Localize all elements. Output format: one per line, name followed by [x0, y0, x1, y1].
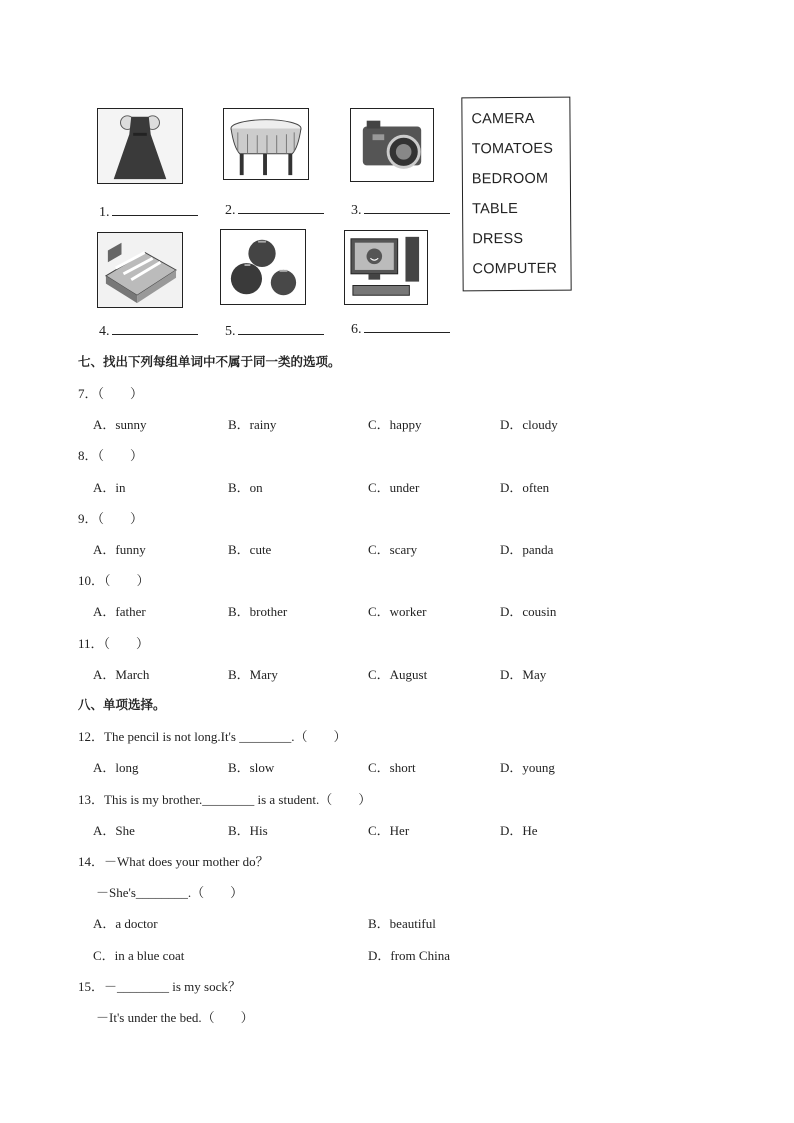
question-9: 9．（ ） — [78, 511, 144, 526]
camera-icon — [351, 109, 433, 181]
q13-option-c[interactable]: C．Her — [368, 823, 410, 838]
q9-option-a[interactable]: A．funny — [93, 542, 146, 557]
q14-option-c[interactable]: C．in a blue coat — [93, 948, 185, 963]
picture-computer — [344, 230, 428, 305]
picture-table — [223, 108, 309, 180]
word-tomatoes: TOMATOES — [471, 140, 554, 158]
picture-camera — [350, 108, 434, 182]
word-dress: DRESS — [472, 230, 524, 248]
picture-tomatoes — [220, 229, 306, 305]
q7-option-d[interactable]: D．cloudy — [500, 417, 558, 432]
question-14: 14．－What does your mother do？ — [78, 854, 269, 869]
question-12: 12．The pencil is not long.It's ________.（ ） — [78, 729, 347, 744]
q14-option-a[interactable]: A．a doctor — [93, 916, 158, 931]
q13-option-a[interactable]: A．She — [93, 823, 135, 838]
q8-option-a[interactable]: A．in — [93, 480, 126, 495]
computer-icon — [345, 231, 427, 304]
blank-5[interactable] — [225, 322, 324, 340]
q8-option-d[interactable]: D．often — [500, 480, 550, 495]
q14-option-d[interactable]: D．from China — [368, 948, 450, 963]
q8-option-b[interactable]: B．on — [228, 480, 263, 495]
word-table: TABLE — [472, 200, 519, 218]
q7-option-c[interactable]: C．happy — [368, 417, 422, 432]
blank-number: 2. — [225, 203, 236, 218]
q11-option-a[interactable]: A．March — [93, 667, 150, 682]
question-11: 11．（ ） — [78, 636, 150, 651]
blank-number: 1. — [99, 205, 110, 220]
question-13: 13．This is my brother.________ is a student.（ ） — [78, 792, 372, 807]
q14-option-b[interactable]: B．beautiful — [368, 916, 436, 931]
q12-option-c[interactable]: C．short — [368, 760, 416, 775]
q9-option-d[interactable]: D．panda — [500, 542, 554, 557]
blank-4[interactable] — [99, 322, 198, 340]
question-14-response: －She's________.（ ） — [96, 885, 244, 900]
q9-option-c[interactable]: C．scary — [368, 542, 418, 557]
word-bedroom: BEDROOM — [471, 170, 549, 188]
word-computer: COMPUTER — [472, 260, 558, 278]
blank-number: 4. — [99, 324, 110, 339]
section7-title: 七、找出下列每组单词中不属于同一类的选项。 — [78, 354, 341, 369]
q12-option-b[interactable]: B．slow — [228, 760, 275, 775]
picture-dress — [97, 108, 183, 184]
q11-option-d[interactable]: D．May — [500, 667, 547, 682]
blank-number: 5. — [225, 324, 236, 339]
section8-title: 八、单项选择。 — [78, 697, 166, 712]
q12-option-d[interactable]: D．young — [500, 760, 555, 775]
question-10: 10．（ ） — [78, 573, 150, 588]
q13-option-b[interactable]: B．His — [228, 823, 268, 838]
question-15: 15．－________ is my sock？ — [78, 979, 241, 994]
q12-option-a[interactable]: A．long — [93, 760, 139, 775]
q10-option-a[interactable]: A．father — [93, 604, 146, 619]
tomatoes-icon — [221, 230, 305, 304]
table-icon — [224, 109, 308, 179]
blank-number: 6. — [351, 322, 362, 337]
q7-option-b[interactable]: B．rainy — [228, 417, 277, 432]
q11-option-c[interactable]: C．August — [368, 667, 428, 682]
dress-icon — [98, 109, 182, 183]
question-15-response: －It's under the bed.（ ） — [96, 1010, 254, 1025]
q13-option-d[interactable]: D．He — [500, 823, 538, 838]
blank-3[interactable] — [351, 201, 450, 219]
bed-icon — [98, 233, 182, 307]
q10-option-c[interactable]: C．worker — [368, 604, 427, 619]
question-7: 7．（ ） — [78, 386, 144, 401]
blank-2[interactable] — [225, 201, 324, 219]
q7-option-a[interactable]: A．sunny — [93, 417, 147, 432]
q10-option-d[interactable]: D．cousin — [500, 604, 557, 619]
picture-bed — [97, 232, 183, 308]
word-camera: CAMERA — [471, 110, 535, 128]
question-8: 8．（ ） — [78, 448, 144, 463]
blank-number: 3. — [351, 203, 362, 218]
q10-option-b[interactable]: B．brother — [228, 604, 288, 619]
q8-option-c[interactable]: C．under — [368, 480, 420, 495]
q11-option-b[interactable]: B．Mary — [228, 667, 278, 682]
word-box — [461, 97, 571, 292]
blank-1[interactable] — [99, 203, 198, 221]
q9-option-b[interactable]: B．cute — [228, 542, 272, 557]
blank-6[interactable] — [351, 320, 450, 338]
